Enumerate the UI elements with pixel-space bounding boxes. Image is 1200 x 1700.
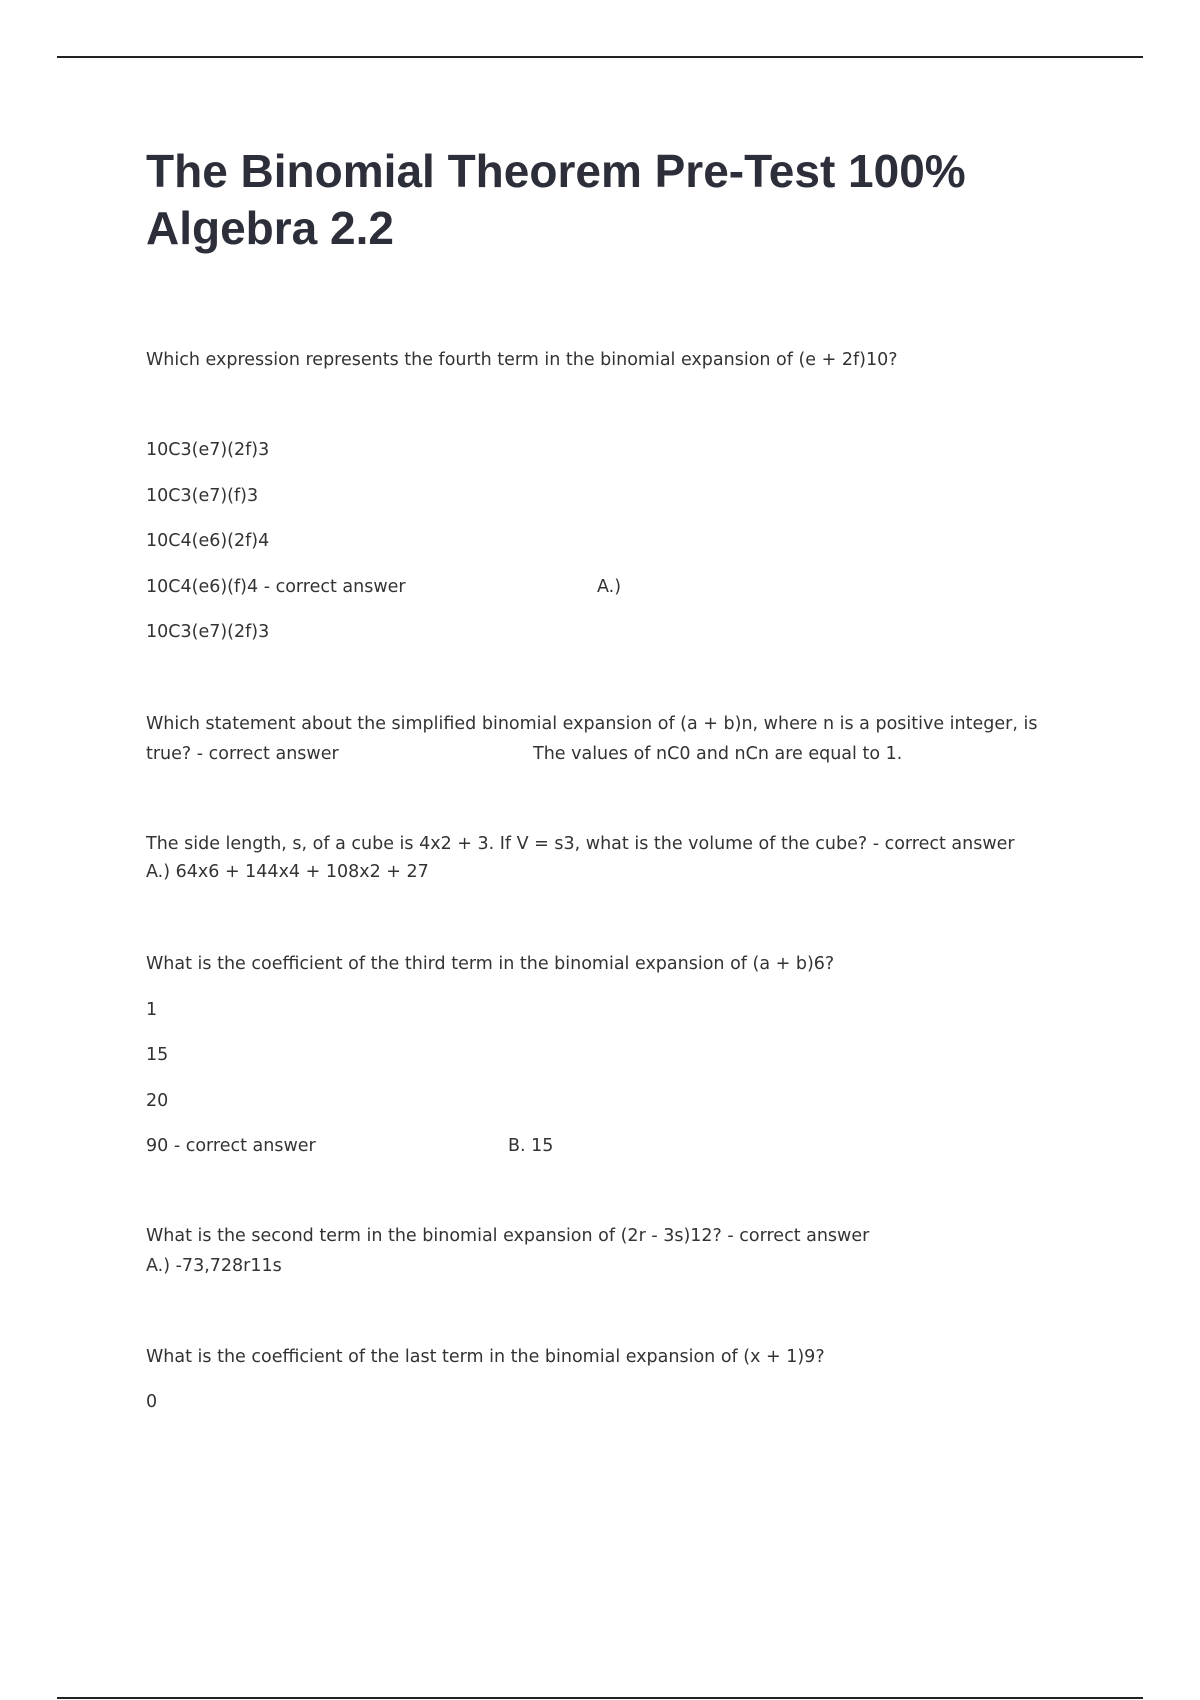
q3-question: The side length, s, of a cube is 4x2 + 3. If V = s3, what is the volume of the cube? - correct answer	[146, 834, 1015, 854]
q2-question-line1: Which statement about the simplified binomial expansion of (a + b)n, where n is a positive integer, is	[146, 714, 1038, 734]
q3-answer: A.) 64x6 + 144x4 + 108x2 + 27	[146, 862, 429, 882]
q1-option-2: 10C3(e7)(f)3	[146, 486, 259, 506]
q4-question: What is the coefficient of the third term in the binomial expansion of (a + b)6?	[146, 954, 835, 974]
q4-option-1: 1	[146, 1000, 158, 1020]
q4-option-3: 20	[146, 1091, 169, 1111]
q1-answer-label: A.)	[597, 577, 622, 597]
q5-question: What is the second term in the binomial expansion of (2r - 3s)12? - correct answer	[146, 1226, 870, 1246]
q1-question: Which expression represents the fourth term in the binomial expansion of (e + 2f)10?	[146, 350, 898, 370]
q2-answer: The values of nC0 and nCn are equal to 1.	[533, 744, 903, 764]
q4-option-2: 15	[146, 1045, 169, 1065]
q1-answer-expression: 10C3(e7)(2f)3	[146, 622, 270, 642]
q4-option-4: 90 - correct answer	[146, 1136, 316, 1156]
q6-question: What is the coefficient of the last term in the binomial expansion of (x + 1)9?	[146, 1347, 825, 1367]
page-title: The Binomial Theorem Pre-Test 100% Algebra 2.2	[146, 145, 966, 254]
q2-question-line2: true? - correct answer	[146, 744, 339, 764]
q5-answer: A.) -73,728r11s	[146, 1256, 282, 1276]
q6-option-1: 0	[146, 1392, 158, 1412]
q4-answer: B. 15	[508, 1136, 554, 1156]
q1-option-3: 10C4(e6)(2f)4	[146, 531, 270, 551]
q1-option-1: 10C3(e7)(2f)3	[146, 440, 270, 460]
top-divider	[57, 56, 1143, 58]
q1-option-4: 10C4(e6)(f)4 - correct answer	[146, 577, 406, 597]
bottom-divider	[57, 1697, 1143, 1699]
